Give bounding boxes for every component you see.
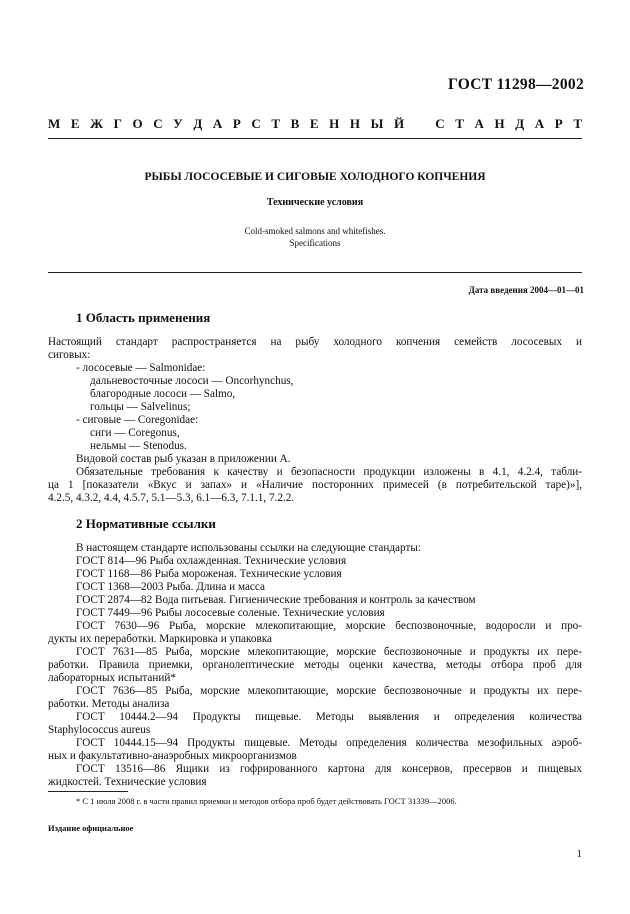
- letter: Н: [329, 116, 340, 131]
- paragraph-line: ца 1 [показатели «Вкус и запах» и «Наличие посторонних примесей (в потребительской таре)»],: [48, 479, 582, 491]
- english-title-line: Cold-smoked salmons and whitefishes.: [244, 226, 386, 236]
- letter: Т: [573, 116, 582, 131]
- paragraph-line: Видовой состав рыб указан в приложении А.: [76, 453, 291, 465]
- letter: Ы: [370, 116, 384, 131]
- reference-line: работки. Правила приемки, органолептические методы оценки качества, методы отбора проб для: [48, 659, 582, 671]
- section-1-heading: 1 Область применения: [76, 310, 211, 325]
- list-item: гольцы — Salvelinus;: [90, 401, 191, 413]
- letter: Т: [271, 116, 281, 131]
- paragraph-line: Обязательные требования к качеству и безопасности продукции изложены в 4.1, 4.2.4, табли-: [76, 466, 582, 478]
- letter: О: [132, 116, 143, 131]
- list-item: благородные лососи — Salmo,: [90, 388, 236, 400]
- letter: Р: [232, 116, 241, 131]
- document-subtitle: Технические условия: [266, 197, 364, 208]
- letter: С: [251, 116, 261, 131]
- letter: А: [534, 116, 545, 131]
- paragraph-line: сиговых:: [48, 349, 91, 361]
- footnote-rule: [48, 791, 128, 792]
- letter: Е: [309, 116, 319, 131]
- list-item: сиги — Coregonus,: [90, 427, 180, 439]
- reference-line: ГОСТ 13516—86 Ящики из гофрированного картона для консервов, пресервов и пищевых: [76, 763, 582, 775]
- reference-line: ГОСТ 7630—96 Рыба, морские млекопитающие, морские беспозвоночные, водоросли и про-: [76, 620, 582, 632]
- letter: Ж: [90, 116, 103, 131]
- reference-line: лабораторных испытаний*: [48, 672, 176, 684]
- reference-line: ГОСТ 10444.15—94 Продукты пищевые. Методы определения количества мезофильных аэроб-: [76, 737, 582, 749]
- english-title: [0, 225, 630, 249]
- letter: Д: [515, 116, 525, 131]
- paragraph-line: 4.2.5, 4.3.2, 4.4, 4.5.7, 5.1—5.3, 6.1—6.3, 7.1.1, 7.2.2.: [48, 492, 295, 504]
- letter: Р: [554, 116, 563, 131]
- reference-line: ГОСТ 7636—85 Рыба, морские млекопитающие, морские беспозвоночные и продукты их пере-: [76, 685, 582, 697]
- letter: Е: [70, 116, 80, 131]
- paragraph-line: В настоящем стандарте использованы ссылки на следующие стандарты:: [76, 542, 421, 554]
- reference-line: ГОСТ 2874—82 Вода питьевая. Гигиенические требования и контроль за качеством: [76, 594, 476, 606]
- letter: Т: [455, 116, 464, 131]
- footnote: * С 1 июля 2008 г. в части правил приемки и методов отбора проб будет действовать ГОСТ 31339—2006.: [76, 796, 457, 806]
- document-code: ГОСТ 11298—2002: [447, 76, 584, 93]
- reference-line: жидкостей. Технические условия: [48, 776, 207, 788]
- letter: М: [48, 116, 61, 131]
- letter: Д: [193, 116, 203, 131]
- reference-line: Staphylococcus aureus: [48, 724, 151, 736]
- section-2-heading: 2 Нормативные ссылки: [76, 516, 216, 531]
- letter: А: [474, 116, 484, 131]
- reference-line: ГОСТ 1168—86 Рыба мороженая. Технические условия: [76, 568, 342, 580]
- reference-line: ГОСТ 1368—2003 Рыба. Длина и масса: [76, 581, 265, 593]
- edition-label: Издание официальное: [48, 823, 134, 833]
- letter: Г: [113, 116, 122, 131]
- letter: С: [153, 116, 163, 131]
- reference-line: ГОСТ 10444.2—94 Продукты пищевые. Методы выявления и определения количества: [76, 711, 582, 723]
- list-item: - сиговые — Coregonidae:: [76, 414, 199, 426]
- reference-line: дукты их переработки. Маркировка и упаковка: [48, 633, 272, 645]
- letter: Н: [349, 116, 361, 131]
- reference-line: ных и факультативно-анаэробных микроорганизмов: [48, 750, 297, 762]
- list-item: - лососевые — Salmonidae:: [76, 362, 206, 374]
- introduction-date: Дата введения 2004—01—01: [468, 285, 584, 295]
- paragraph-line: Настоящий стандарт распространяется на рыбу холодного копчения семейств лососевых и: [48, 336, 582, 348]
- reference-line: работки. Методы анализа: [48, 698, 170, 710]
- list-item: дальневосточные лососи — Oncorhynchus,: [90, 375, 294, 387]
- list-item: нельмы — Stenodus.: [90, 440, 187, 452]
- english-title-line: Specifications: [289, 238, 341, 248]
- interstate-standard-heading: [48, 116, 582, 132]
- letter: Н: [494, 116, 505, 131]
- reference-line: ГОСТ 814—96 Рыба охлажденная. Технические условия: [76, 555, 347, 567]
- reference-line: ГОСТ 7631—85 Рыба, морские млекопитающие, морские беспозвоночные и продукты их пере-: [76, 646, 582, 658]
- page-number: 1: [576, 848, 582, 860]
- title-rule: [48, 272, 582, 273]
- letter: С: [435, 116, 445, 131]
- letter: У: [173, 116, 183, 131]
- letter: В: [290, 116, 300, 131]
- header-rule: [48, 138, 582, 139]
- letter: А: [212, 116, 223, 131]
- reference-line: ГОСТ 7449—96 Рыбы лососевые соленые. Технические условия: [76, 607, 385, 619]
- document-title: РЫБЫ ЛОСОСЕВЫЕ И СИГОВЫЕ ХОЛОДНОГО КОПЧЕНИЯ: [144, 171, 486, 183]
- letter: Й: [393, 116, 405, 131]
- word-gap: [415, 116, 425, 132]
